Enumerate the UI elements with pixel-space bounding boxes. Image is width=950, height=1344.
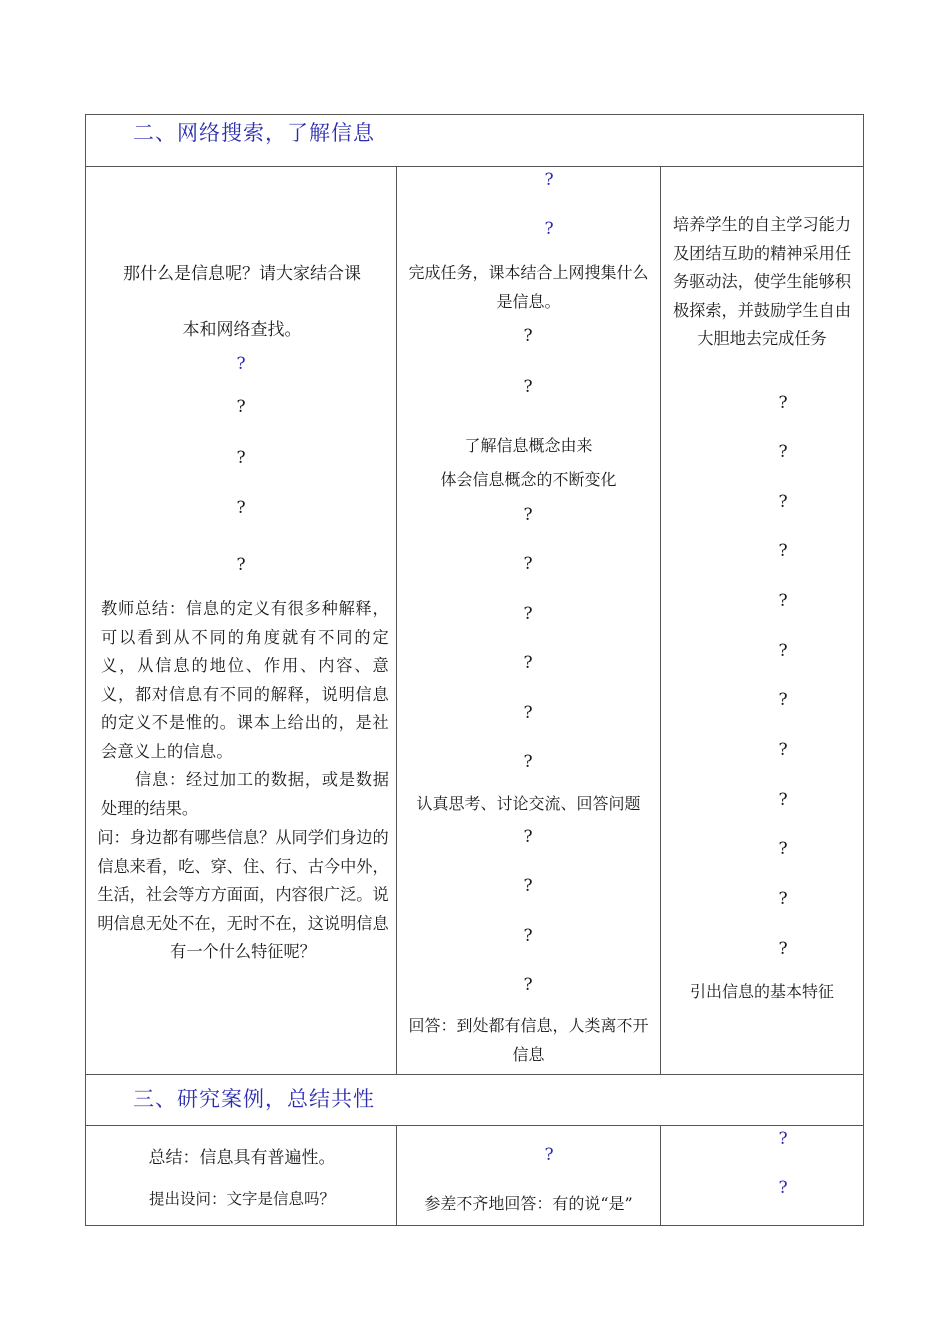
student-answer: 回答：到处都有信息，人类离不开信息 (408, 1016, 649, 1064)
question-mark: ? (523, 604, 533, 624)
question-line: 本和网络查找。 (182, 320, 302, 340)
column-divider (660, 166, 661, 1074)
column-divider (396, 1125, 397, 1226)
teacher-summary: 总结：信息具有普遍性。 (148, 1148, 336, 1168)
question-mark: ? (523, 377, 533, 397)
student-discussion: 认真思考、讨论交流、回答问题 (416, 794, 641, 813)
column-divider (660, 1125, 661, 1226)
question-mark: ? (523, 752, 533, 772)
question-mark: ? (523, 326, 533, 346)
question-mark: ? (523, 827, 533, 847)
question-mark: ? (544, 170, 554, 190)
question-mark: ? (236, 498, 246, 518)
student-answer: 参差不齐地回答：有的说“是” (424, 1194, 633, 1213)
question-mark: ? (778, 591, 788, 611)
teacher-ask: 提出设问：文字是信息吗？ (148, 1190, 335, 1208)
teacher-summary: 教师总结：信息的定义有很多种解释，可以看到从不同的角度就有不同的定义，从信息的地位、作用、内容、意义，都对信息有不同的解释，说明信息的定义不是惟的。课本上给出的，是社会意义上的信息。 (101, 599, 389, 761)
question-mark: ? (544, 1145, 554, 1165)
question-mark: ? (236, 555, 246, 575)
lead-to-feature: 引出信息的基本特征 (689, 982, 834, 1001)
row-divider (85, 166, 864, 167)
question-mark: ? (778, 939, 788, 959)
question-mark: ? (523, 703, 533, 723)
teacher-question (97, 246, 387, 358)
row-divider (85, 1074, 864, 1075)
question-mark: ? (778, 641, 788, 661)
question-mark: ? (523, 926, 533, 946)
section-heading: 三、研究案例，总结共性 (133, 1087, 375, 1111)
column-divider (396, 166, 397, 1074)
question-mark: ? (778, 1178, 788, 1198)
question-line: 那什么是信息呢？请大家结合课 (123, 264, 361, 284)
question-mark: ? (523, 554, 533, 574)
question-mark: ? (778, 690, 788, 710)
question-mark: ? (778, 492, 788, 512)
section-heading: 二、网络搜索，了解信息 (133, 121, 375, 145)
concept-origin: 了解信息概念由来 (464, 436, 593, 455)
design-intent: 培养学生的自主学习能力及团结互助的精神采用任务驱动法，使学生能够积极探索，并鼓励学生自由大胆地去完成任务 (672, 215, 852, 348)
question-mark: ? (523, 876, 533, 896)
question-mark: ? (523, 975, 533, 995)
question-mark: ? (778, 839, 788, 859)
question-mark: ? (523, 505, 533, 525)
student-task: 完成任务，课本结合上网搜集什么是信息。 (408, 263, 649, 311)
question-mark: ? (778, 740, 788, 760)
teacher-ask: 问：身边都有哪些信息？从同学们身边的信息来看，吃、穿、住、行、古今中外，生活，社会等方方面面，内容很广泛。说明信息无处不在，无时不在，这说明信息有一个什么特征呢？ (97, 828, 389, 961)
question-mark: ? (236, 354, 246, 374)
question-mark: ? (236, 397, 246, 417)
question-mark: ? (236, 448, 246, 468)
question-mark: ? (778, 889, 788, 909)
question-mark: ? (778, 393, 788, 413)
question-mark: ? (778, 442, 788, 462)
question-mark: ? (778, 541, 788, 561)
question-mark: ? (523, 653, 533, 673)
info-definition: 信息：经过加工的数据，或是数据处理的结果。 (101, 770, 389, 818)
question-mark: ? (778, 1129, 788, 1149)
question-mark: ? (778, 790, 788, 810)
concept-change: 体会信息概念的不断变化 (440, 470, 617, 489)
row-divider (85, 1125, 864, 1126)
question-mark: ? (544, 219, 554, 239)
